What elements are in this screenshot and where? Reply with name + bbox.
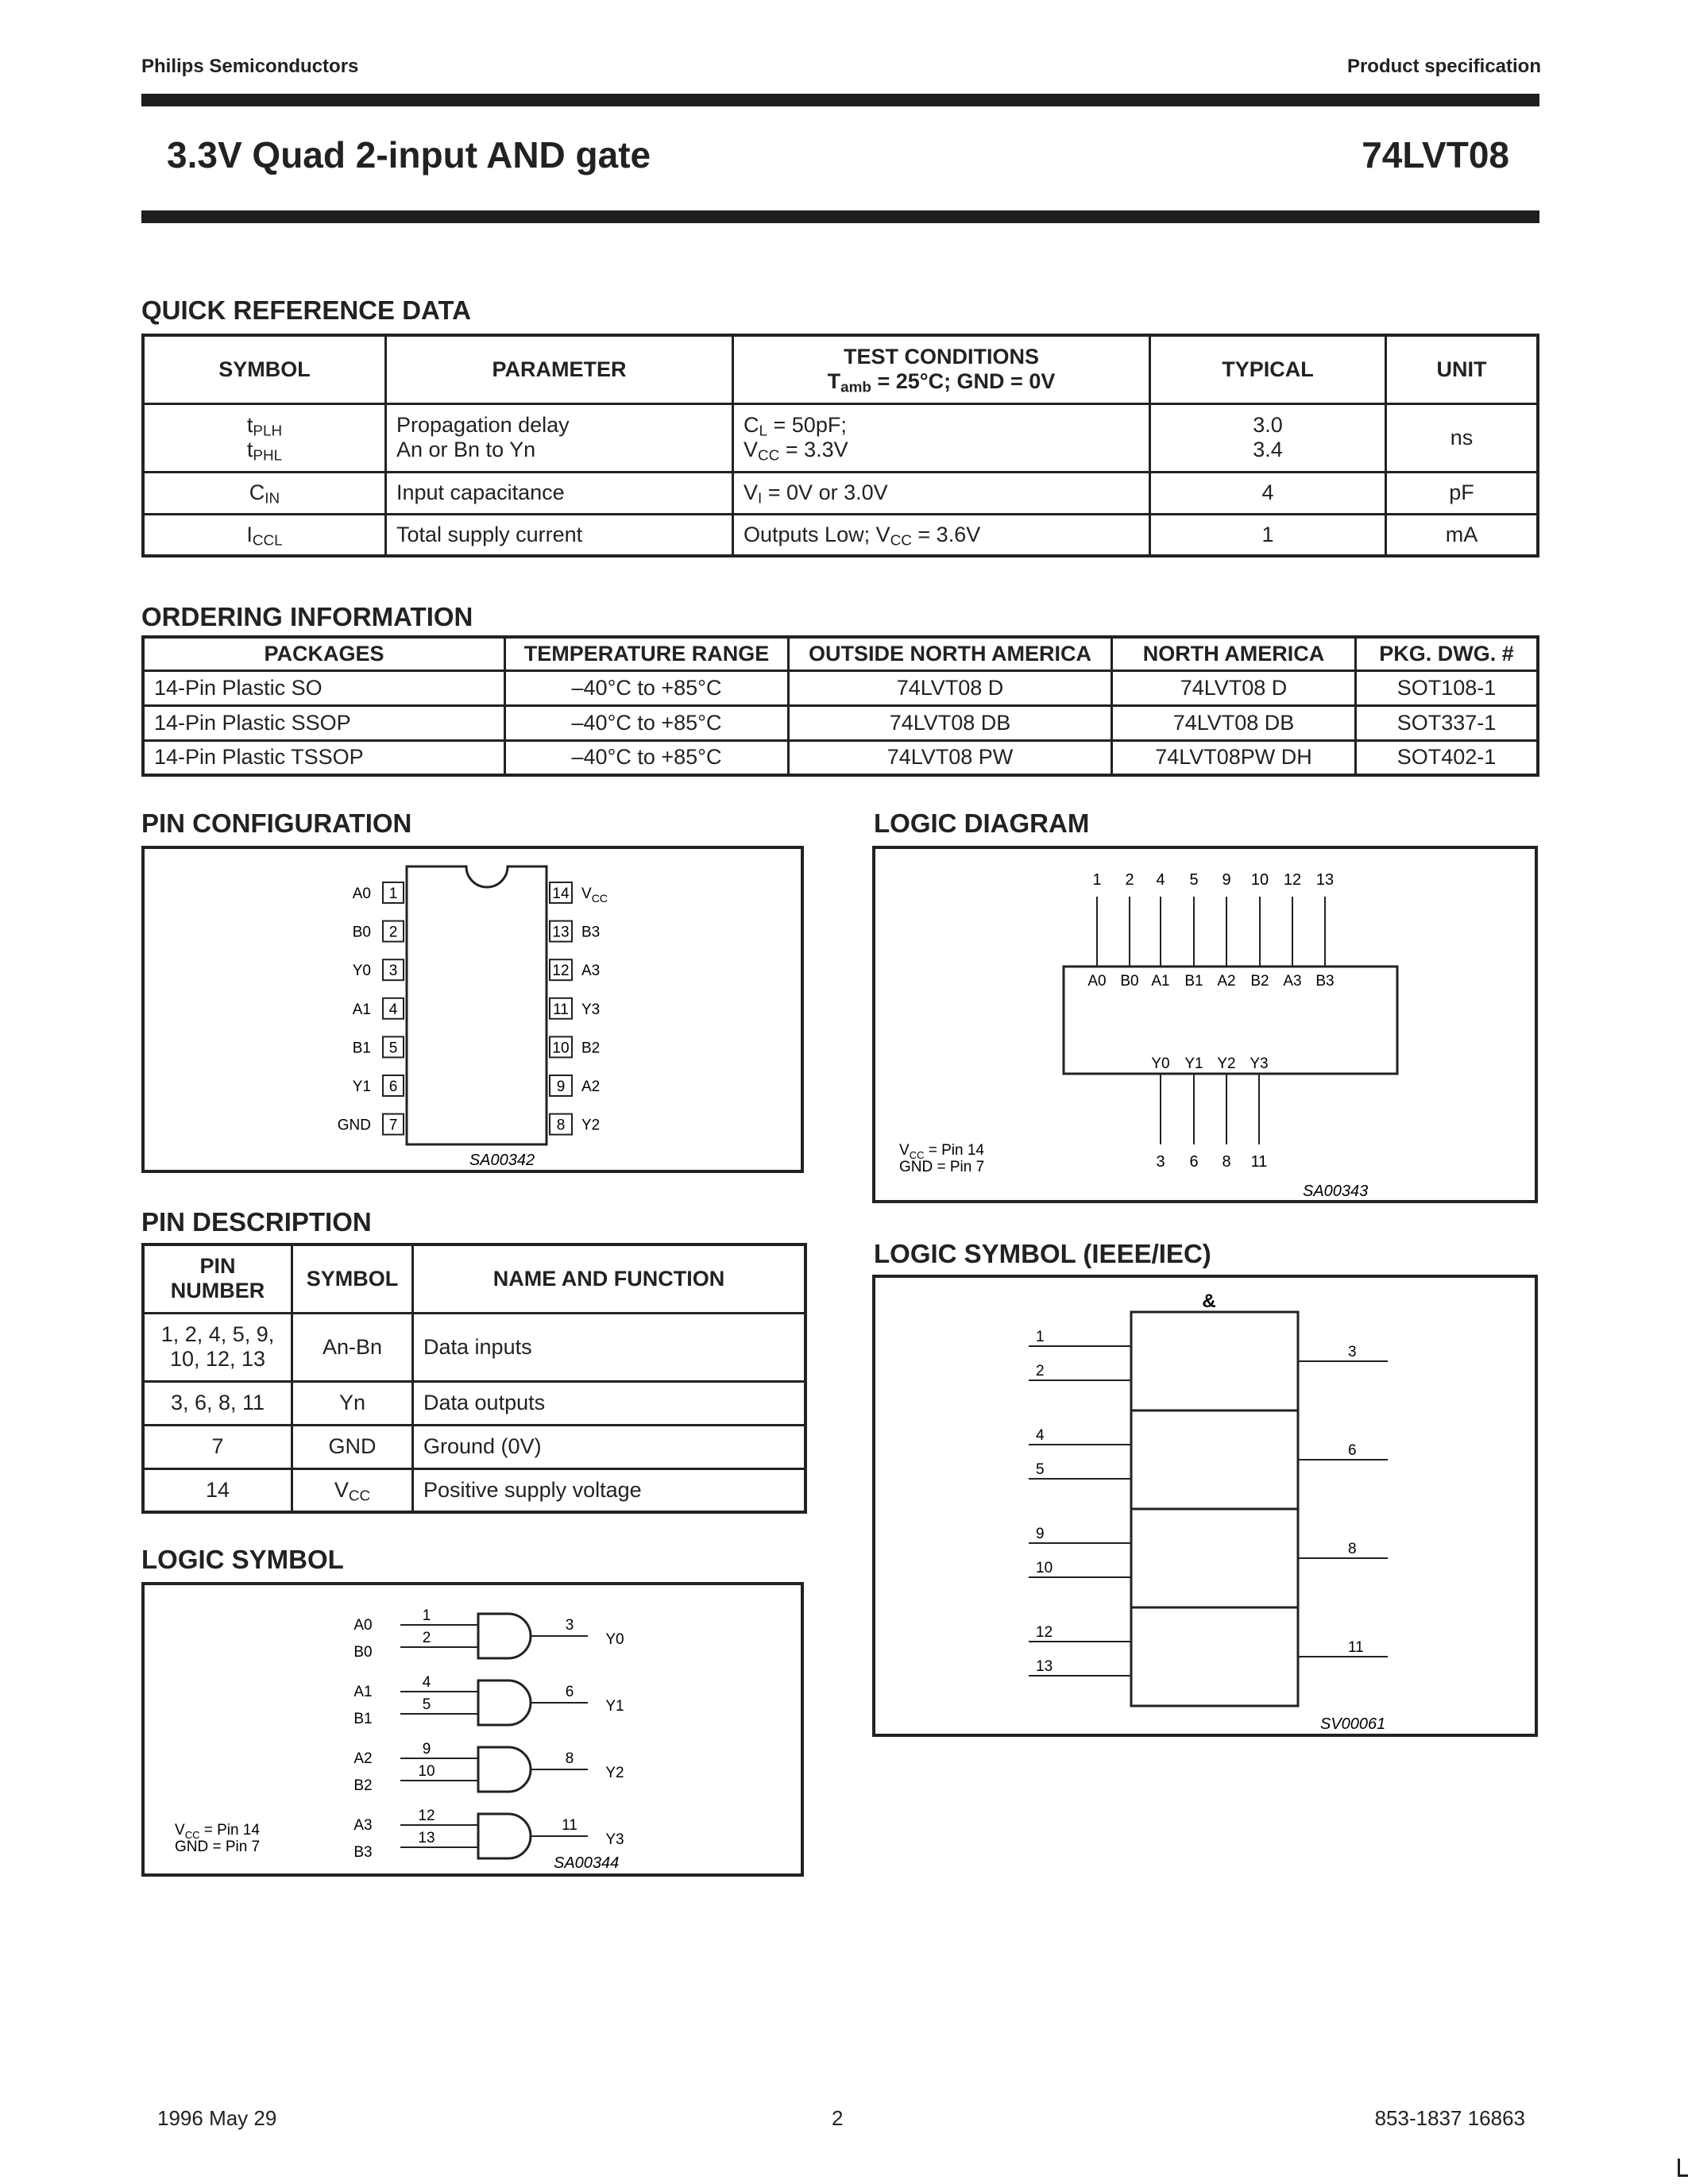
gate-input-number: 12 [418,1808,435,1824]
iec-symbol-box [872,1275,1538,1737]
header-rule-top [141,94,1539,106]
pin-number: 6 [388,1078,398,1095]
pin-label: Y1 [352,1078,371,1095]
drawing-code: SA00342 [469,1152,535,1169]
pin-label: A2 [581,1078,601,1095]
gate-input-number: 13 [418,1830,435,1846]
gate-input-number: 9 [422,1741,431,1758]
gate-output-number: 11 [562,1817,577,1834]
output-pin-number: 3 [1156,1153,1165,1171]
gate-input-number: 10 [418,1763,435,1780]
output-label: Y2 [1217,1055,1236,1072]
gate-output-label: Y0 [605,1631,624,1648]
gate-input-number: 1 [422,1607,431,1624]
input-pin-number: 13 [1315,871,1335,889]
input-label: A2 [1217,973,1236,990]
gate-input-label: A2 [353,1750,373,1767]
ordering-heading: ORDERING INFORMATION [141,602,473,631]
iec-input-number: 10 [1036,1560,1053,1576]
gate-output-label: Y3 [605,1831,624,1848]
iec-input-number: 12 [1036,1624,1053,1641]
gate-output-number: 8 [565,1750,574,1767]
pin-config-box [141,846,804,1173]
ordering-table: PACKAGES TEMPERATURE RANGE OUTSIDE NORTH AMERICA NORTH AMERICA PKG. DWG. # 14-Pin Plastic SO –40°C to +85°C 74LVT08 D 74LVT08 D SOT108-1 14-Pin Plastic SSOP –40°C to +85°C 74LVT08 DB 74LVT08 DB SOT337-1 14-Pin Plastic TSSOP –40°C to +85°C 74LVT08 PW 74LVT08PW DH SOT402-1 [141,635,1539,777]
input-label: B1 [1184,973,1203,990]
input-label: A0 [1087,973,1107,990]
pin-label: B2 [581,1040,601,1057]
input-label: A1 [1151,973,1170,990]
input-label: A3 [1283,973,1302,990]
pin-number: 12 [552,963,570,980]
footer-page: 2 [832,2106,844,2130]
drawing-code: SA00343 [1303,1183,1369,1200]
dip-package-outline [407,866,547,1144]
vcc-note: $V_{CC}$ = Pin 14 [175,1822,260,1841]
iec-gates [1029,1312,1388,1706]
pin-label: A1 [352,1001,371,1018]
pin-label: Y3 [581,1001,601,1018]
iec-input-number: 5 [1036,1461,1045,1478]
gnd-note: GND = Pin 7 [175,1839,261,1855]
pin-label: Y2 [581,1117,601,1134]
and-gate [478,1747,531,1792]
input-pin-number: 2 [1125,871,1134,889]
pin-number: 14 [552,886,570,902]
page-title: 3.3V Quad 2-input AND gate [167,134,651,176]
iec-gate-section [1131,1509,1298,1607]
output-label: Y0 [1151,1055,1170,1072]
gnd-note: GND = Pin 7 [899,1159,985,1175]
iec-input-number: 4 [1036,1427,1045,1444]
input-pin-number: 5 [1189,871,1199,889]
output-pin-number: 11 [1250,1153,1268,1171]
iec-input-number: 9 [1036,1526,1045,1542]
input-pin-number: 9 [1222,871,1231,889]
table-row: 7 GND Ground (0V) [143,1425,805,1468]
pin-number: 5 [388,1040,398,1057]
input-label: B2 [1250,973,1269,990]
header-rule-bottom [141,210,1539,223]
table-row: $t_{PLH}$ $t_{PHL}$ Propagation delay An or Bn to Yn $C_L = 50pF$; $V_{CC} = 3.3V$ 3.0 3.4 ns [143,403,1538,472]
pin-number: 9 [556,1078,566,1095]
input-pin-number: 12 [1283,871,1302,889]
and-gate [478,1614,531,1658]
table-row: 14-Pin Plastic SSOP –40°C to +85°C 74LVT08 DB 74LVT08 DB SOT337-1 [143,705,1538,740]
table-row: $I_{CCL}$ Total supply current Outputs Low; $V_{CC} = 3.6V$ 1 mA [143,514,1538,556]
part-number: 74LVT08 [1362,134,1509,176]
iec-output-number: 6 [1348,1442,1357,1459]
input-label: B3 [1315,973,1335,990]
iec-symbol-heading: LOGIC SYMBOL (IEEE/IEC) [874,1239,1211,1268]
right-pins [550,882,608,1135]
iec-input-number: 2 [1036,1363,1045,1379]
pin-config-heading: PIN CONFIGURATION [141,808,412,838]
pin-label: B1 [352,1040,371,1057]
col-parameter: PARAMETER [386,335,733,403]
iec-input-number: 1 [1036,1329,1045,1345]
logic-diagram-heading: LOGIC DIAGRAM [874,808,1090,838]
pin-label: $V_{CC}$ [581,886,608,905]
pin-config-diagram [145,849,801,1170]
iec-gate-section [1131,1312,1298,1410]
iec-output-number: 8 [1348,1541,1357,1557]
gate-input-label: B0 [353,1644,373,1661]
and-gate [478,1814,531,1858]
quick-ref-table [141,334,1539,558]
pin-label: A3 [581,963,601,980]
footer-date: 1996 May 29 [157,2106,277,2130]
pin-label: GND [337,1117,371,1134]
pin-label: B3 [581,924,601,941]
iec-gate-section [1131,1607,1298,1706]
footer-doc-number: 853-1837 16863 [1374,2106,1525,2130]
logic-symbol-heading: LOGIC SYMBOL [141,1545,344,1574]
gate-input-number: 4 [422,1674,431,1691]
gate-input-label: B3 [353,1844,373,1861]
logic-diagram [875,849,1535,1200]
col-unit: UNIT [1386,335,1539,403]
gate-output-number: 3 [565,1617,574,1634]
logic-symbol-box [141,1582,804,1877]
vcc-note: $V_{CC}$ = Pin 14 [899,1142,984,1161]
gate-input-label: A1 [353,1684,373,1700]
iec-output-number: 3 [1348,1344,1357,1360]
table-row: 1, 2, 4, 5, 9, 10, 12, 13 An-Bn Data inputs [143,1313,805,1381]
table-row: 14-Pin Plastic TSSOP –40°C to +85°C 74LVT08 PW 74LVT08PW DH SOT402-1 [143,740,1538,775]
gate-input-label: B2 [353,1777,373,1794]
left-pins [338,882,404,1135]
pin-number: 10 [552,1040,570,1057]
quick-ref-heading: QUICK REFERENCE DATA [141,295,471,325]
pin-number: 8 [556,1117,566,1134]
output-label: Y1 [1184,1055,1203,1072]
logic-diagram-box [872,846,1538,1203]
gate-input-number: 5 [422,1696,431,1713]
pin-number: 3 [388,963,398,980]
gate-input-label: A0 [353,1617,373,1634]
pin-label: A0 [352,886,371,902]
table-row: 14-Pin Plastic SO –40°C to +85°C 74LVT08 D 74LVT08 D SOT108-1 [143,670,1538,705]
input-label: B0 [1120,973,1139,990]
pin-number: 1 [388,886,398,902]
input-pin-number: 10 [1250,871,1269,889]
col-symbol: SYMBOL [143,335,386,403]
drawing-code: SV00061 [1320,1715,1386,1733]
input-pin-number: 1 [1092,871,1102,889]
and-gates [353,1607,624,1861]
and-gate [478,1680,531,1725]
gate-input-number: 2 [422,1630,431,1646]
pin-number: 2 [388,924,398,941]
gate-output-label: Y1 [605,1698,624,1715]
iec-gate-section [1131,1410,1298,1509]
pin-label: Y0 [352,963,371,980]
drawing-code: SA00344 [554,1854,620,1872]
pin-desc-heading: PIN DESCRIPTION [141,1207,372,1237]
iec-output-number: 11 [1348,1639,1364,1656]
iec-input-number: 13 [1036,1658,1053,1675]
output-label: Y3 [1250,1055,1269,1072]
col-typical: TYPICAL [1150,335,1386,403]
pin-label: B0 [352,924,371,941]
pin-number: 13 [552,924,570,941]
gate-output-number: 6 [565,1684,574,1700]
pin-number: 7 [388,1117,398,1134]
and-qualifier: & [1202,1291,1216,1312]
logic-symbol-diagram [145,1585,801,1873]
company-name: Philips Semiconductors [141,56,359,77]
col-test-conditions: TEST CONDITIONS $T_{amb} = 25^\circ C$; GND = 0V [733,335,1150,403]
gate-input-label: A3 [353,1817,373,1834]
table-row: 3, 6, 8, 11 Yn Data outputs [143,1381,805,1425]
page-corner-mark [1678,2159,1688,2177]
pin-number: 11 [553,1001,569,1018]
input-pin-number: 4 [1156,871,1165,889]
gate-output-label: Y2 [605,1765,624,1781]
logic-diagram-inputs [1087,871,1334,990]
output-pin-number: 8 [1222,1153,1231,1171]
doc-type: Product specification [1346,56,1541,77]
output-pin-number: 6 [1189,1153,1199,1171]
iec-symbol-diagram [875,1278,1535,1734]
table-row: $C_{IN}$ Input capacitance $V_I = 0V$ or 3.0V 4 pF [143,472,1538,514]
pin-desc-table: PIN NUMBER SYMBOL NAME AND FUNCTION 1, 2, 4, 5, 9, 10, 12, 13 An-Bn Data inputs 3, 6, 8, 11 Yn Data outputs 7 GND Ground (0V) 14 $V_{CC}$ Positive supply voltage [141,1243,807,1514]
table-row: 14 $V_{CC}$ Positive supply voltage [143,1468,805,1512]
gate-input-label: B1 [353,1711,373,1727]
pin-number: 4 [388,1001,398,1018]
